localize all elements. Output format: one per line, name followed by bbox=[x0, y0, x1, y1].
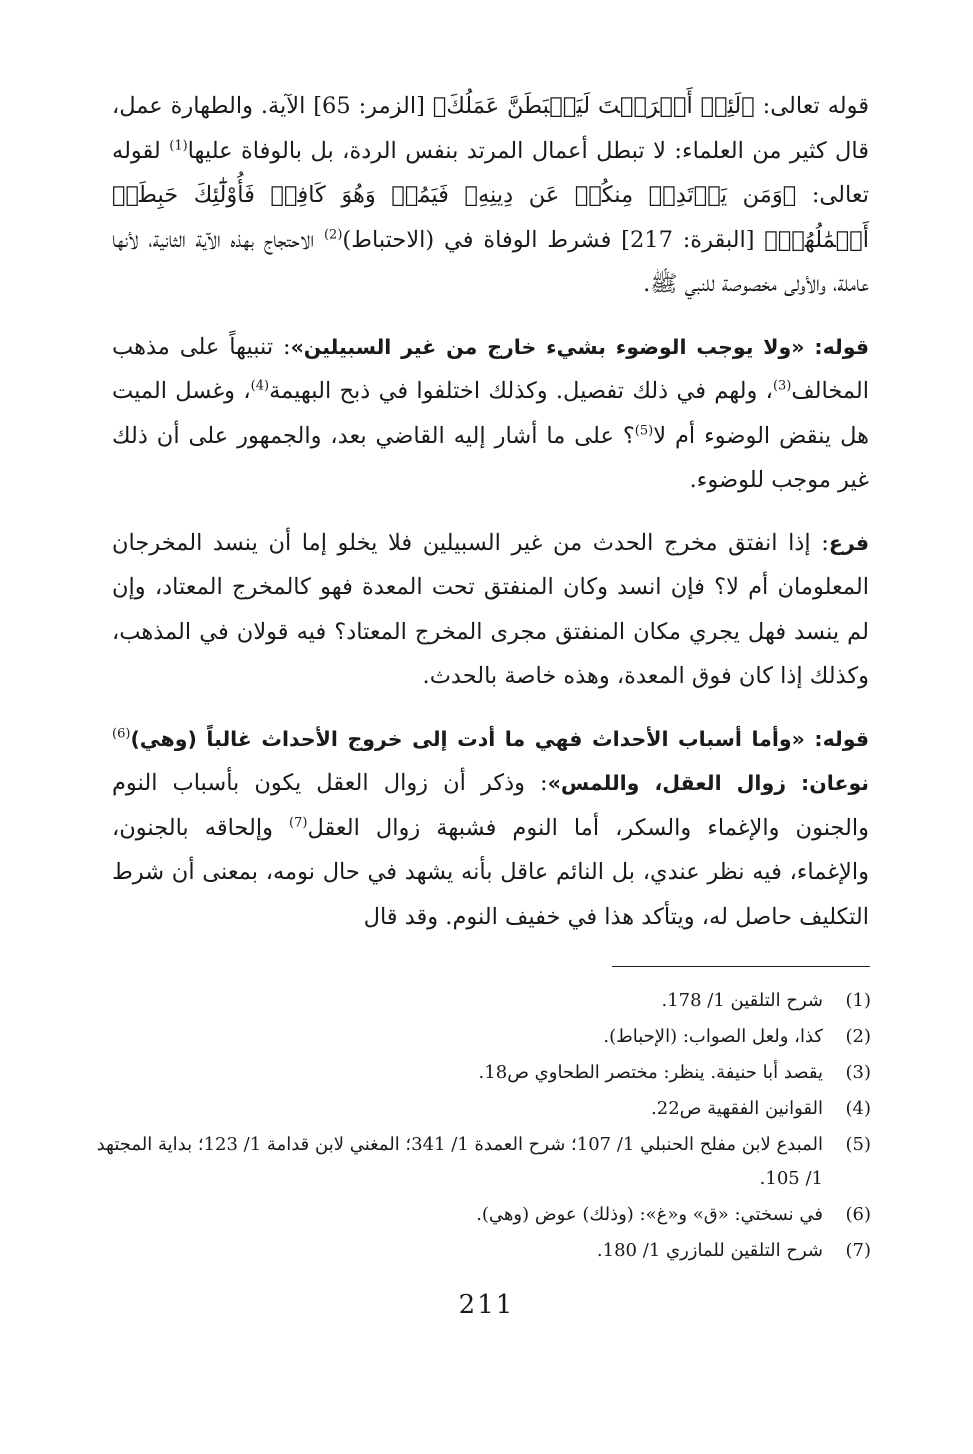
text-run: وإلحاقه بالجنون، والإغماء، فيه نظر عندي، بل النائم عاقل بأنه يشهد في حال نومه، بمعنى أن شرط التكليف حاصل له، ويتأكد هذا في خفيف النوم. وقد قال bbox=[112, 814, 869, 930]
quran-verse: ﴿وَمَن يَرۡتَدِدۡ مِنكُمۡ عَن دِينِهِۦ فَيَمُتۡ وَهُوَ كَافِرٞ فَأُوْلَٰٓئِكَ حَبِطَتۡ أَعۡمَٰلُهُمۡ﴾ bbox=[112, 182, 869, 253]
footnote-number: (7) bbox=[845, 1240, 871, 1261]
footnote-text: في نسختي: «ق» و«غ»: (وذلك) عوض (وهي). bbox=[476, 1204, 823, 1225]
text-run: : تنبيهاً على مذهب المخالف bbox=[112, 333, 870, 404]
footnote-reference: (3) bbox=[772, 378, 792, 394]
footnote-reference: (1) bbox=[169, 138, 188, 153]
footnote-item bbox=[96, 984, 871, 1018]
paragraph-4 bbox=[112, 717, 869, 940]
page-number: 211 bbox=[458, 1290, 515, 1320]
footnote-item bbox=[96, 1092, 871, 1126]
footnote-number: (5) bbox=[845, 1134, 871, 1155]
footnote-item bbox=[96, 1056, 871, 1090]
bold-quotation: فرع bbox=[828, 530, 869, 555]
footnote-reference: (7) bbox=[289, 815, 308, 830]
footnote-reference: (6) bbox=[112, 726, 131, 741]
footnote-text: شرح التلقين للمازري 1/ 180. bbox=[596, 1240, 823, 1261]
footnote-reference: (5) bbox=[634, 423, 654, 438]
main-text bbox=[112, 84, 869, 957]
footnote-text: المبدع لابن مفلح الحنبلي 1/ 107؛ شرح العمدة 1/ 341؛ المغني لابن قدامة 1/ 123؛ بداية المجتهد 1/ 105. bbox=[96, 1134, 823, 1189]
footnote-reference: (2) bbox=[323, 227, 343, 242]
text-run: [الزمر: 65] الآية. والطهارة عمل، قال كثير من العلماء: لا تبطل أعمال المرتد بنفس الردة، بل بالوفاة عليها bbox=[112, 93, 870, 164]
footnote-item bbox=[96, 1128, 871, 1196]
text-run: [البقرة: 217] فشرط الوفاة في (الاحتباط) bbox=[342, 226, 765, 253]
footnote-item bbox=[96, 1234, 871, 1268]
footnote-number: (4) bbox=[845, 1098, 871, 1119]
footnotes-list bbox=[96, 984, 871, 1270]
footnote-item bbox=[96, 1020, 871, 1054]
footnote-reference: (4) bbox=[250, 378, 270, 394]
paragraph-2 bbox=[112, 325, 869, 503]
text-run: قوله تعالى: bbox=[754, 93, 869, 119]
text-run: ؟ على ما أشار إليه القاضي بعد، والجمهور على أن ذلك غير موجب للوضوء. bbox=[112, 422, 869, 493]
footnote-separator bbox=[612, 966, 870, 967]
footnote-text: شرح التلقين 1/ 178. bbox=[661, 990, 823, 1011]
footnote-number: (3) bbox=[845, 1062, 871, 1083]
bold-quotation: نوعان: زوال العقل، واللمس» bbox=[547, 771, 869, 795]
footnote-text: كذا، ولعل الصواب: (الإحباط). bbox=[603, 1026, 823, 1047]
text-run: ، ولهم في ذلك تفصيل. وكذلك اختلفوا في ذبح البهيمة bbox=[269, 378, 773, 404]
text-run: لقوله تعالى: bbox=[112, 137, 869, 208]
footnote-number: (6) bbox=[845, 1204, 871, 1225]
footnote-text: يقصد أبا حنيفة. ينظر: مختصر الطحاوي ص18. bbox=[478, 1062, 823, 1083]
text-run: الاحتجاج بهذه الآية الثانية، لأنها عاملة، والأولى مخصوصة للنبي ﷺ. bbox=[112, 226, 869, 297]
text-run: ، وغسل الميت هل ينقض الوضوء أم لا bbox=[112, 378, 869, 449]
bold-quotation: قوله: «وأما أسباب الأحداث فهي ما أدت إلى خروج الأحداث غالباً (وهي) bbox=[130, 726, 869, 751]
footnote-number: (1) bbox=[845, 990, 871, 1011]
paragraph-1 bbox=[112, 84, 869, 307]
text-run: : إذا انفتق مخرج الحدث من غير السبيلين فلا يخلو إما أن ينسد المخرجان المعلومان أم لا؟ فإن انسد وكان المنفتق تحت المعدة فهو كالمخرج المعتاد، وإن لم ينسد فهل يجري مكان المنفتق مجرى المخرج المعتاد؟ فيه قولان في المذهب، وكذلك إذا كان فوق المعدة، وهذه خاصة بالحدث. bbox=[112, 529, 869, 689]
footnote-number: (2) bbox=[845, 1026, 871, 1047]
quran-verse: ﴿لَئِنۡ أَشۡرَكۡتَ لَيَحۡبَطَنَّ عَمَلُكَ﴾ bbox=[432, 93, 755, 119]
footnote-item bbox=[96, 1198, 871, 1232]
paragraph-3 bbox=[112, 521, 869, 699]
bold-quotation: قوله: «ولا يوجب الوضوء بشيء خارج من غير السبيلين» bbox=[290, 334, 869, 359]
text-run: : وذكر أن زوال العقل يكون بأسباب النوم والجنون والإغماء والسكر، أما النوم فشبهة زوال العقل bbox=[112, 770, 869, 841]
footnote-text: القوانين الفقهية ص22. bbox=[651, 1098, 823, 1119]
